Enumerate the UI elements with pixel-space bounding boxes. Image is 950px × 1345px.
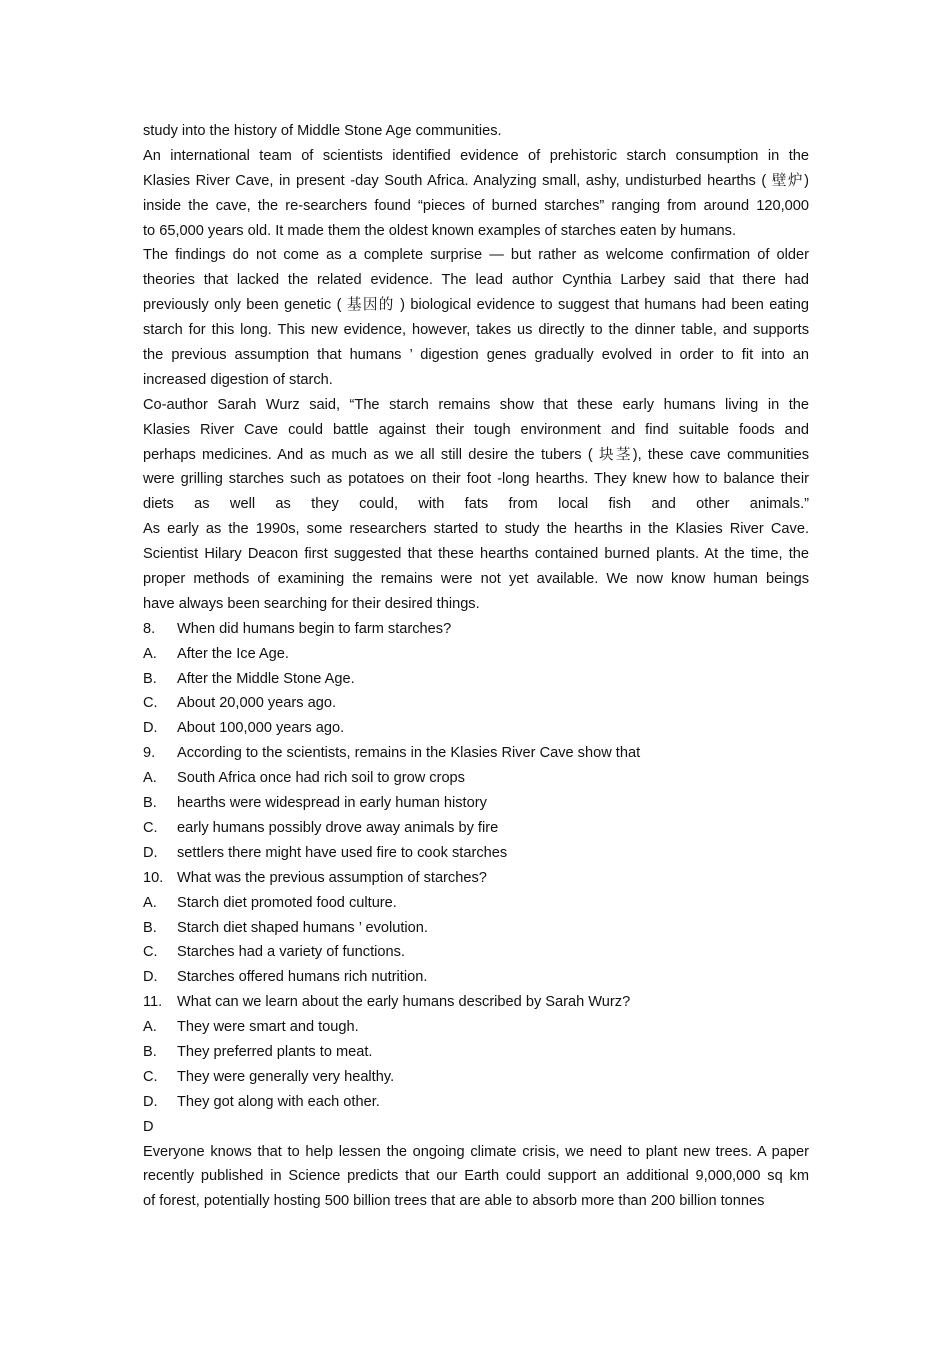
answer-option bbox=[143, 1042, 809, 1067]
passage-line: starch for this long. This new evidence, however, takes us directly to the dinner table, and supports bbox=[143, 322, 809, 339]
question-11 bbox=[143, 992, 809, 1116]
option-text: South Africa once had rich soil to grow crops bbox=[177, 770, 465, 787]
question-9 bbox=[143, 743, 809, 867]
passage-line: recently published in Science predicts that our Earth could support an additional 9,000,000 sq km bbox=[143, 1168, 809, 1185]
passage-line: of forest, potentially hosting 500 billion trees that are able to absorb more than 200 billion tonnes bbox=[143, 1193, 765, 1210]
passage-line: inside the cave, the re-searchers found “pieces of burned starches” ranging from around 120,000 bbox=[143, 197, 809, 214]
option-text: They preferred plants to meat. bbox=[177, 1043, 373, 1060]
option-text: Starch diet promoted food culture. bbox=[177, 894, 397, 911]
question-stem bbox=[143, 619, 809, 644]
option-letter: B. bbox=[143, 795, 157, 812]
option-text: After the Ice Age. bbox=[177, 645, 289, 662]
passage-line: Klasies River Cave, in present -day South Africa. Analyzing small, ashy, undisturbed hearths ( 壁炉) bbox=[143, 172, 809, 189]
passage-line: previously only been genetic ( 基因的 ) biological evidence to suggest that humans had been eating bbox=[143, 297, 809, 314]
option-text: They got along with each other. bbox=[177, 1093, 380, 1110]
option-letter: D. bbox=[143, 1093, 158, 1110]
passage-line: Everyone knows that to help lessen the ongoing climate crisis, we need to plant new trees. A paper bbox=[143, 1143, 809, 1160]
question-text: According to the scientists, remains in the Klasies River Cave show that bbox=[177, 745, 641, 762]
option-letter: A. bbox=[143, 1019, 157, 1036]
answer-option bbox=[143, 768, 809, 793]
option-text: Starches had a variety of functions. bbox=[177, 944, 405, 961]
option-letter: C. bbox=[143, 944, 158, 961]
option-text: About 100,000 years ago. bbox=[177, 720, 345, 737]
passage-line: increased digestion of starch. bbox=[143, 371, 333, 388]
option-text: About 20,000 years ago. bbox=[177, 695, 337, 712]
passage-c bbox=[143, 121, 809, 619]
option-text: early humans possibly drove away animals by fire bbox=[177, 819, 499, 836]
passage-line: diets as well as they could, with fats from local fish and other animals.” bbox=[143, 496, 809, 513]
passage-line: Klasies River Cave could battle against their tough environment and find suitable foods and bbox=[143, 421, 809, 438]
option-text: Starch diet shaped humans ’ evolution. bbox=[177, 919, 428, 936]
passage-line: An international team of scientists identified evidence of prehistoric starch consumption in the bbox=[143, 147, 809, 164]
passage-line: Co-author Sarah Wurz said, “The starch remains show that these early humans living in the bbox=[143, 396, 809, 413]
option-letter: B. bbox=[143, 1043, 157, 1060]
question-stem bbox=[143, 992, 809, 1017]
passage-line: As early as the 1990s, some researchers started to study the hearths in the Klasies River Cave. bbox=[143, 521, 809, 538]
answer-option bbox=[143, 967, 809, 992]
passage-line: were grilling starches such as potatoes on their foot -long hearths. They knew how to balance their bbox=[143, 471, 809, 488]
passage-line: have always been searching for their desired things. bbox=[143, 595, 480, 612]
answer-option bbox=[143, 1067, 809, 1092]
option-letter: A. bbox=[143, 894, 157, 911]
option-letter: C. bbox=[143, 819, 158, 836]
option-text: They were generally very healthy. bbox=[177, 1068, 395, 1085]
answer-option bbox=[143, 644, 809, 669]
option-text: They were smart and tough. bbox=[177, 1019, 359, 1036]
question-text: What was the previous assumption of starches? bbox=[177, 869, 487, 886]
question-stem bbox=[143, 868, 809, 893]
option-letter: B. bbox=[143, 670, 157, 687]
passage-line: the previous assumption that humans ’ digestion genes gradually evolved in order to fit into an bbox=[143, 347, 809, 364]
question-8 bbox=[143, 619, 809, 743]
section-label: D bbox=[143, 1118, 154, 1135]
answer-option bbox=[143, 843, 809, 868]
answer-option bbox=[143, 818, 809, 843]
option-text: Starches offered humans rich nutrition. bbox=[177, 969, 428, 986]
answer-option bbox=[143, 793, 809, 818]
option-letter: C. bbox=[143, 1068, 158, 1085]
question-number: 8. bbox=[143, 620, 156, 637]
answer-option bbox=[143, 669, 809, 694]
passage-line: The findings do not come as a complete surprise — but rather as welcome confirmation of older bbox=[143, 247, 809, 264]
answer-option bbox=[143, 1017, 809, 1042]
question-number: 9. bbox=[143, 745, 156, 762]
answer-option bbox=[143, 893, 809, 918]
option-letter: D. bbox=[143, 969, 158, 986]
question-stem bbox=[143, 743, 809, 768]
question-number: 10. bbox=[143, 869, 164, 886]
answer-option bbox=[143, 942, 809, 967]
option-letter: A. bbox=[143, 770, 157, 787]
document-content bbox=[143, 121, 809, 1216]
option-text: After the Middle Stone Age. bbox=[177, 670, 355, 687]
option-letter: D. bbox=[143, 720, 158, 737]
passage-line: to 65,000 years old. It made them the oldest known examples of starches eaten by humans. bbox=[143, 222, 737, 239]
passage-d bbox=[143, 1117, 809, 1217]
answer-option bbox=[143, 718, 809, 743]
passage-line: perhaps medicines. And as much as we all still desire the tubers ( 块茎), these cave communities bbox=[143, 446, 809, 463]
option-letter: A. bbox=[143, 645, 157, 662]
passage-line: proper methods of examining the remains were not yet available. We now know human beings bbox=[143, 571, 809, 588]
question-text: What can we learn about the early humans described by Sarah Wurz? bbox=[177, 994, 631, 1011]
question-10 bbox=[143, 868, 809, 992]
question-text: When did humans begin to farm starches? bbox=[177, 620, 452, 637]
option-text: hearths were widespread in early human history bbox=[177, 795, 487, 812]
option-letter: D. bbox=[143, 844, 158, 861]
passage-line: theories that lacked the related evidence. The lead author Cynthia Larbey said that there had bbox=[143, 272, 809, 289]
answer-option bbox=[143, 693, 809, 718]
option-text: settlers there might have used fire to cook starches bbox=[177, 844, 508, 861]
answer-option bbox=[143, 1092, 809, 1117]
question-number: 11. bbox=[143, 994, 163, 1011]
passage-line: Scientist Hilary Deacon first suggested that these hearths contained burned plants. At the time, the bbox=[143, 546, 809, 563]
option-letter: B. bbox=[143, 919, 157, 936]
answer-option bbox=[143, 918, 809, 943]
passage-line: study into the history of Middle Stone Age communities. bbox=[143, 123, 502, 139]
option-letter: C. bbox=[143, 695, 158, 712]
